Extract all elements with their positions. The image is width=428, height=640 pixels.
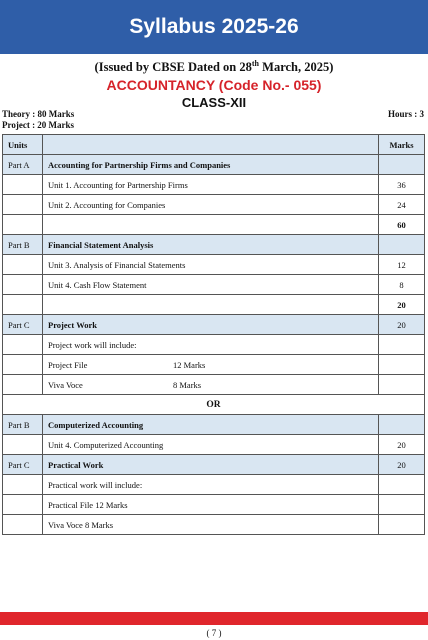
part-cell: Part B (3, 415, 43, 435)
unit-cell (43, 215, 379, 235)
class-label: CLASS-XII (181, 95, 247, 110)
component-name: Project File (48, 359, 88, 370)
part-cell: Part C (3, 455, 43, 475)
part-cell (3, 175, 43, 195)
unit-cell: Project work will include: (43, 335, 379, 355)
table-row (3, 395, 425, 415)
component-name: Viva Voce (48, 379, 83, 390)
syllabus-banner (0, 0, 428, 54)
marks-cell: 20 (379, 435, 425, 455)
table-row (3, 455, 425, 475)
marks-cell: 60 (379, 215, 425, 235)
subject-title: ACCOUNTANCY (Code No.- 055) (106, 77, 322, 93)
table-row (3, 275, 425, 295)
table-header-row (3, 135, 425, 155)
unit-cell: Unit 2. Accounting for Companies (43, 195, 379, 215)
unit-cell: Unit 4. Computerized Accounting (43, 435, 379, 455)
marks-cell: 24 (379, 195, 425, 215)
part-cell: Part C (3, 315, 43, 335)
marks-cell: 8 (379, 275, 425, 295)
marks-cell: 36 (379, 175, 425, 195)
table-row (3, 475, 425, 495)
unit-cell (43, 355, 379, 375)
unit-cell: Viva Voce 8 Marks (43, 515, 379, 535)
issued-note-pre: (Issued by CBSE Dated on 28 (94, 60, 252, 75)
part-cell (3, 355, 43, 375)
table-row (3, 335, 425, 355)
marks-cell (379, 355, 425, 375)
page-number: ( 7 ) (206, 628, 222, 638)
part-cell (3, 195, 43, 215)
table-row (3, 355, 425, 375)
component-marks: 8 Marks (173, 379, 202, 390)
section-title: Computerized Accounting (43, 415, 379, 435)
unit-cell (43, 295, 379, 315)
table-row (3, 315, 425, 335)
section-title: Practical Work (43, 455, 379, 475)
unit-cell: Practical work will include: (43, 475, 379, 495)
marks-cell (379, 155, 425, 175)
table-row (3, 515, 425, 535)
table-row (3, 295, 425, 315)
unit-cell: Unit 1. Accounting for Partnership Firms (43, 175, 379, 195)
table-row (3, 495, 425, 515)
marks-cell (379, 235, 425, 255)
marks-cell (379, 515, 425, 535)
or-divider: OR (3, 395, 425, 415)
section-title: Financial Statement Analysis (43, 235, 379, 255)
table-row (3, 435, 425, 455)
marks-cell (379, 335, 425, 355)
part-cell (3, 255, 43, 275)
syllabus-table (2, 134, 425, 535)
unit-cell: Unit 3. Analysis of Financial Statements (43, 255, 379, 275)
table-row (3, 235, 425, 255)
table-row (3, 215, 425, 235)
component-marks: 12 Marks (173, 359, 206, 370)
syllabus-table-body (3, 135, 425, 535)
marks-cell: 12 (379, 255, 425, 275)
marks-cell: 20 (379, 295, 425, 315)
footer-bar (0, 612, 428, 625)
unit-cell: Practical File 12 Marks (43, 495, 379, 515)
part-cell: Part B (3, 235, 43, 255)
table-row (3, 195, 425, 215)
table-row (3, 155, 425, 175)
part-cell (3, 475, 43, 495)
part-cell: Part A (3, 155, 43, 175)
part-cell (3, 435, 43, 455)
marks-cell (379, 475, 425, 495)
part-cell (3, 295, 43, 315)
part-cell (3, 215, 43, 235)
project-marks: Project : 20 Marks (2, 120, 75, 130)
marks-cell (379, 415, 425, 435)
marks-cell: 20 (379, 455, 425, 475)
theory-marks: Theory : 80 Marks (2, 109, 75, 119)
part-cell (3, 515, 43, 535)
header-blank (43, 135, 379, 155)
issued-note (0, 59, 428, 75)
section-title: Accounting for Partnership Firms and Companies (43, 155, 379, 175)
part-cell (3, 275, 43, 295)
part-cell (3, 495, 43, 515)
table-row (3, 375, 425, 395)
marks-cell (379, 375, 425, 395)
issued-note-sup: th (251, 59, 260, 68)
hours-label: Hours : 3 (388, 109, 424, 119)
marks-cell (379, 495, 425, 515)
marks-summary (2, 109, 74, 131)
table-row (3, 255, 425, 275)
header-units: Units (3, 135, 43, 155)
section-title: Project Work (43, 315, 379, 335)
banner-title: Syllabus 2025-26 (129, 15, 299, 38)
issued-note-post: March, 2025) (259, 60, 334, 75)
marks-cell: 20 (379, 315, 425, 335)
header-marks: Marks (379, 135, 425, 155)
table-row (3, 415, 425, 435)
unit-cell: Unit 4. Cash Flow Statement (43, 275, 379, 295)
part-cell (3, 335, 43, 355)
unit-cell (43, 375, 379, 395)
part-cell (3, 375, 43, 395)
table-row (3, 175, 425, 195)
